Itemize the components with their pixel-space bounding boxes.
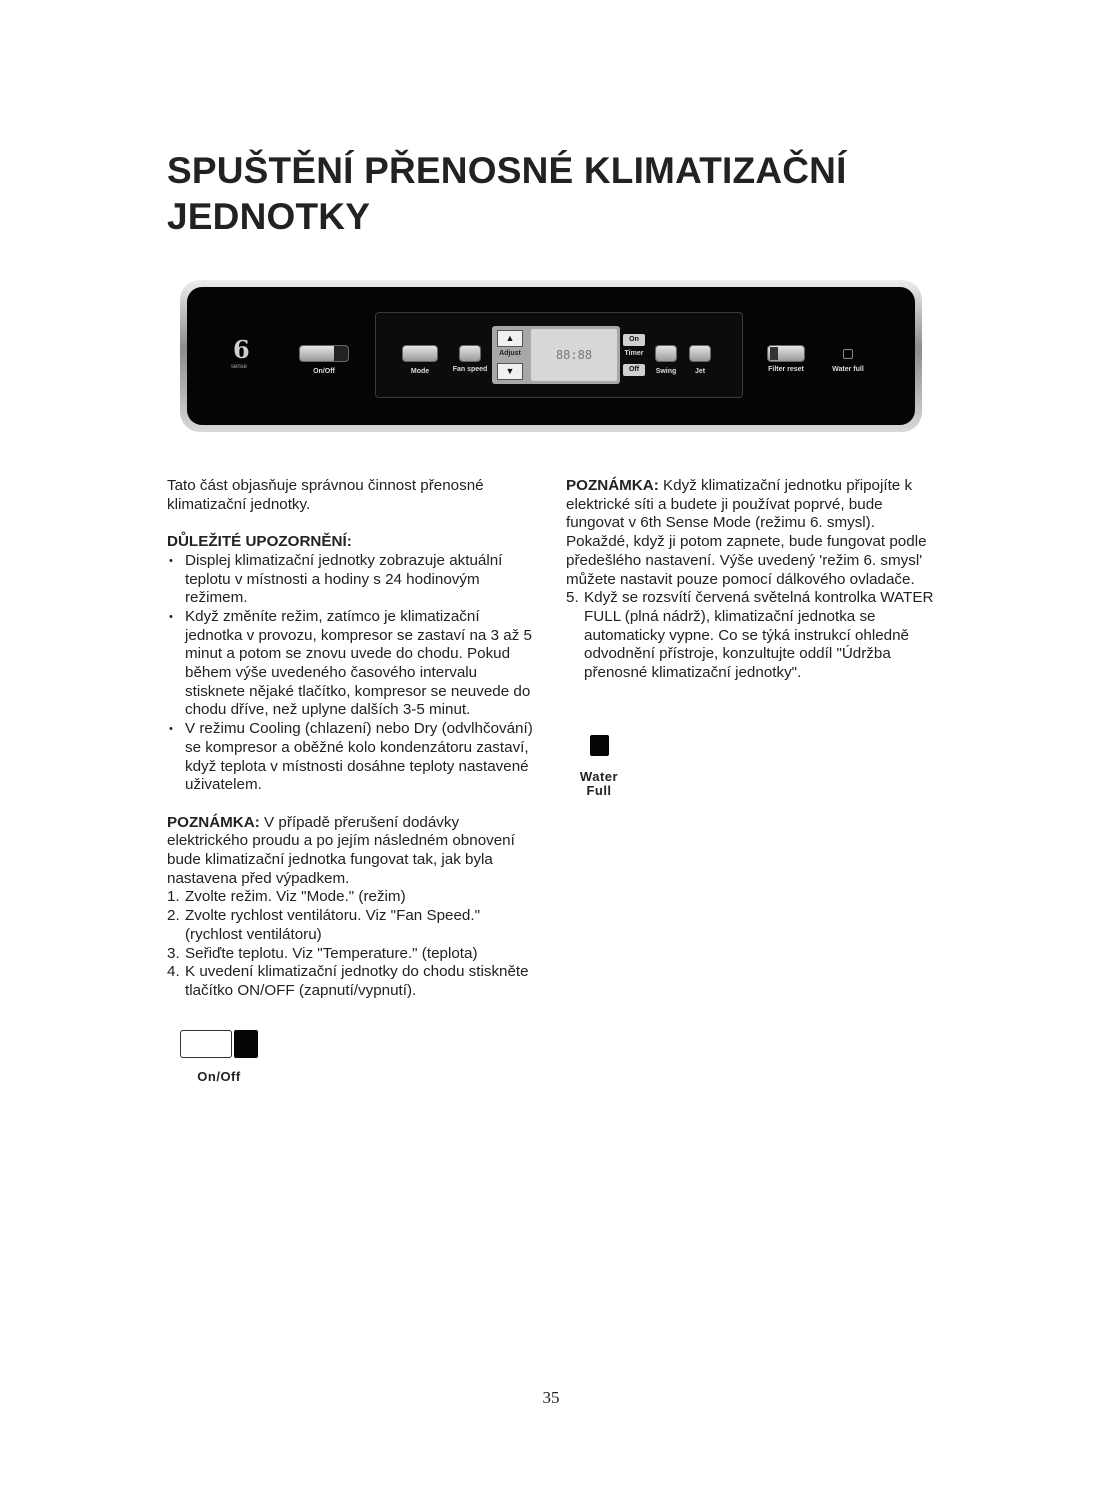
- onoff-button-knob: [234, 1030, 258, 1058]
- list-item: [167, 888, 539, 907]
- control-panel-face: [187, 287, 915, 425]
- step-number: 2.: [167, 907, 180, 925]
- right-column: [566, 477, 938, 683]
- list-item: [167, 907, 539, 944]
- panel-mode-button: [402, 345, 438, 362]
- list-item: • Když změníte režim, zatímco je klimatizační jednotka v provozu, kompresor se zastaví na 3 až 5 minut a potom se znovu uvede do chodu. Pokud během výše uvedeného časového intervalu stisknete nějaké tlačítko, kompresor se neuvede do chodu dříve, než uplyne dalších 3-5 minut.: [167, 608, 539, 720]
- step-text: Když se rozsvítí červená světelná kontrolka WATER FULL (plná nádrž), klimatizační jednotka se automaticky vypne. Co se týká instrukcí ohledně odvodnění přístroje, konzultujte oddíl "Údržba přenosné klimatizační jednotky".: [584, 589, 934, 682]
- panel-swing-label: Swing: [655, 368, 677, 375]
- intro-paragraph: Tato část objasňuje správnou činnost přenosné klimatizační jednotky.: [167, 477, 484, 513]
- note-paragraph: [566, 477, 938, 589]
- panel-fan-speed-button: [459, 345, 481, 362]
- steps-list: [566, 589, 938, 683]
- page-title: SPUŠTĚNÍ PŘENOSNÉ KLIMATIZAČNÍ JEDNOTKY: [167, 150, 847, 237]
- water-full-icon-label: [568, 770, 630, 798]
- 6th-sense-logo-number: 6: [233, 335, 250, 364]
- control-panel-image: [180, 280, 922, 432]
- onoff-button-icon: [180, 1030, 259, 1059]
- page-number: 35: [542, 1388, 560, 1407]
- panel-jet-label: Jet: [694, 368, 706, 375]
- note-text: Když klimatizační jednotku připojíte k elektrické síti a budete ji používat poprvé, bude fungovat v 6th Sense Mode (režimu 6. smysl). Pokaždé, když ji potom zapnete, bude fungovat podle předešlého nastavení. Výše uvedený 'režim 6. smysl' můžete nastavit pouze pomocí dálkového ovladače.: [566, 477, 927, 588]
- water-label-line2: Full: [586, 783, 612, 798]
- list-item: • Displej klimatizační jednotky zobrazuje aktuální teplotu v místnosti a hodiny s 24 hodinovým režimem.: [167, 552, 539, 608]
- panel-adjust-label: Adjust: [499, 350, 521, 357]
- important-heading: DŮLEŽITÉ UPOZORNĚNÍ:: [167, 533, 352, 551]
- step-text: K uvedení klimatizační jednotky do chodu stiskněte tlačítko ON/OFF (zapnutí/vypnutí).: [185, 963, 529, 999]
- water-full-led-icon: [843, 349, 853, 359]
- filter-knob: [770, 347, 778, 360]
- left-column: [167, 477, 539, 1001]
- adjust-down-icon: ▼: [497, 363, 523, 380]
- step-text: Zvolte režim. Viz "Mode." (režim): [185, 888, 406, 906]
- panel-timer-on: On: [623, 334, 645, 346]
- panel-onoff-button: [299, 345, 349, 362]
- step-number: 5.: [566, 589, 579, 607]
- step-number: 1.: [167, 888, 180, 906]
- panel-water-full-label: Water full: [832, 366, 864, 373]
- panel-timer-off: Off: [623, 364, 645, 376]
- list-item: [167, 963, 539, 1000]
- list-item: [566, 589, 938, 683]
- step-number: 4.: [167, 963, 180, 981]
- water-label-line1: Water: [579, 769, 619, 784]
- note-text: V případě přerušení dodávky elektrického proudu a po jejím následném obnovení bude klimatizační jednotka fungovat tak, jak byla nastavena před výpadkem.: [167, 813, 515, 887]
- note-paragraph: [167, 814, 539, 889]
- panel-fan-speed-label: Fan speed: [452, 366, 488, 373]
- adjust-up-icon: ▲: [497, 330, 523, 347]
- list-item: • V režimu Cooling (chlazení) nebo Dry (odvlhčování) se kompresor a oběžné kolo kondenzátoru zastaví, když teplota v místnosti dosáhne teploty nastavené uživatelem.: [167, 720, 539, 795]
- onoff-icon-label: On/Off: [197, 1069, 241, 1084]
- list-item: [167, 945, 539, 964]
- panel-mode-label: Mode: [410, 368, 430, 375]
- panel-jet-button: [689, 345, 711, 362]
- step-text: Seřiďte teplotu. Viz "Temperature." (teplota): [185, 944, 478, 962]
- important-list: [167, 552, 539, 795]
- onoff-button-body: [180, 1030, 232, 1058]
- water-full-indicator-icon: [590, 735, 609, 756]
- note-label: POZNÁMKA:: [167, 813, 260, 831]
- panel-onoff-label: On/Off: [313, 368, 335, 375]
- panel-swing-button: [655, 345, 677, 362]
- note-label: POZNÁMKA:: [566, 477, 659, 494]
- panel-timer-label: Timer: [624, 350, 644, 357]
- step-text: Zvolte rychlost ventilátoru. Viz "Fan Speed." (rychlost ventilátoru): [185, 907, 480, 943]
- panel-filter-reset-label: Filter reset: [768, 366, 804, 373]
- steps-list: [167, 888, 539, 1000]
- panel-filter-reset-button: [767, 345, 805, 362]
- 6th-sense-logo-text: sense: [231, 364, 248, 370]
- lcd-display: 88:88: [531, 329, 617, 381]
- step-number: 3.: [167, 944, 180, 962]
- onoff-knob: [334, 346, 348, 361]
